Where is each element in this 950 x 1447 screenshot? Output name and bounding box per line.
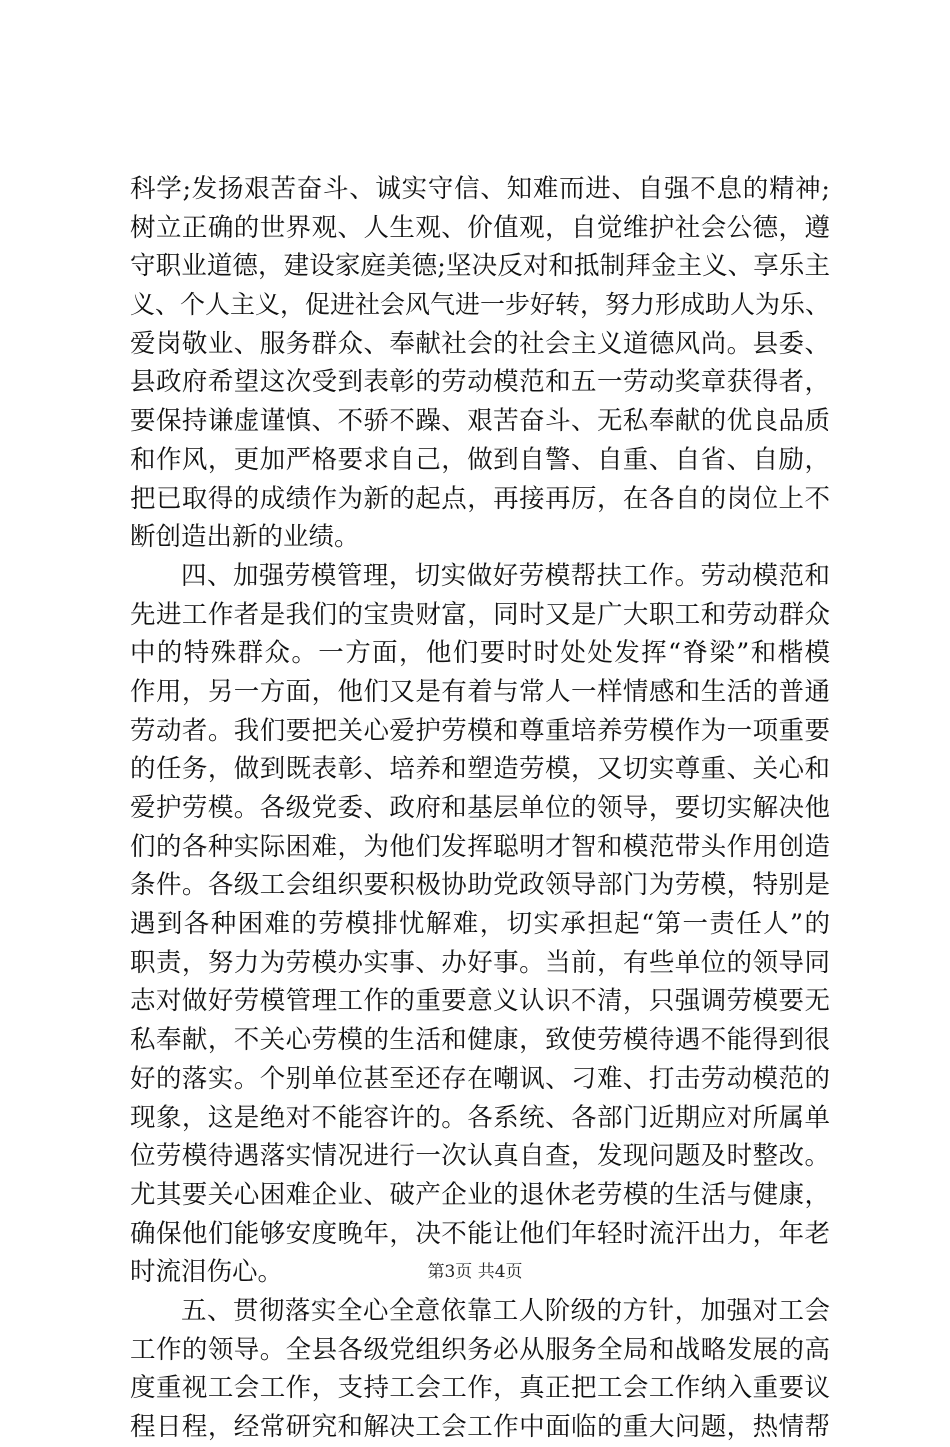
text-line: 爱岗敬业、服务群众、奉献社会的社会主义道德风尚。县委、 <box>130 328 830 359</box>
text-line: 时流泪伤心。 <box>130 1257 284 1288</box>
text-line: 程日程，经常研究和解决工会工作中面临的重大问题，热情帮 <box>130 1412 830 1442</box>
text-line: 把已取得的成绩作为新的起点，再接再厉，在各自的岗位上不 <box>130 483 830 514</box>
text-line: 树立正确的世界观、人生观、价值观，自觉维护社会公德，遵 <box>130 212 830 243</box>
text-line: 私奉献，不关心劳模的生活和健康，致使劳模待遇不能得到很 <box>130 1025 830 1056</box>
text-line: 五、贯彻落实全心全意依靠工人阶级的方针，加强对工会 <box>181 1295 830 1326</box>
text-line: 度重视工会工作，支持工会工作，真正把工会工作纳入重要议 <box>130 1373 830 1404</box>
text-line: 要保持谦虚谨慎、不骄不躁、艰苦奋斗、无私奉献的优良品质 <box>130 406 830 437</box>
text-line: 劳动者。我们要把关心爱护劳模和尊重培养劳模作为一项重要 <box>130 715 830 746</box>
text-line: 工作的领导。全县各级党组织务必从服务全局和战略发展的高 <box>130 1334 830 1365</box>
text-line: 们的各种实际困难，为他们发挥聪明才智和模范带头作用创造 <box>130 831 830 862</box>
text-line: 县政府希望这次受到表彰的劳动模范和五一劳动奖章获得者， <box>130 367 830 398</box>
text-line: 好的落实。个别单位甚至还存在嘲讽、刁难、打击劳动模范的 <box>130 1063 830 1094</box>
text-line: 条件。各级工会组织要积极协助党政领导部门为劳模，特别是 <box>130 870 830 901</box>
text-line: 和作风，更加严格要求自己，做到自警、自重、自省、自励， <box>130 444 830 475</box>
text-line: 的任务，做到既表彰、培养和塑造劳模，又切实尊重、关心和 <box>130 754 830 785</box>
text-line: 四、加强劳模管理，切实做好劳模帮扶工作。劳动模范和 <box>181 560 830 591</box>
text-line: 守职业道德，建设家庭美德;坚决反对和抵制拜金主义、享乐主 <box>130 251 830 282</box>
body-text <box>130 170 830 1447</box>
text-line: 中的特殊群众。一方面，他们要时时处处发挥“脊梁”和楷模 <box>130 638 830 669</box>
text-line: 尤其要关心困难企业、破产企业的退休老劳模的生活与健康， <box>130 1179 830 1210</box>
page-footer: 第3页 共4页 <box>427 1262 523 1282</box>
text-line: 遇到各种困难的劳模排忧解难，切实承担起“第一责任人”的 <box>130 909 830 940</box>
text-line: 先进工作者是我们的宝贵财富，同时又是广大职工和劳动群众 <box>130 599 830 630</box>
text-line: 科学;发扬艰苦奋斗、诚实守信、知难而进、自强不息的精神; <box>130 174 830 204</box>
text-line: 志对做好劳模管理工作的重要意义认识不清，只强调劳模要无 <box>130 986 830 1017</box>
text-line: 作用，另一方面，他们又是有着与常人一样情感和生活的普通 <box>130 676 830 707</box>
text-line: 现象，这是绝对不能容许的。各系统、各部门近期应对所属单 <box>130 1102 830 1133</box>
text-line: 职责，努力为劳模办实事、办好事。当前，有些单位的领导同 <box>130 947 830 978</box>
text-line: 断创造出新的业绩。 <box>130 522 360 553</box>
text-line: 确保他们能够安度晚年，决不能让他们年轻时流汗出力，年老 <box>130 1218 830 1249</box>
text-line: 爱护劳模。各级党委、政府和基层单位的领导，要切实解决他 <box>130 793 830 823</box>
text-line: 义、个人主义，促进社会风气进一步好转，努力形成助人为乐、 <box>130 290 831 320</box>
text-line: 位劳模待遇落实情况进行一次认真自查，发现问题及时整改。 <box>130 1141 830 1172</box>
